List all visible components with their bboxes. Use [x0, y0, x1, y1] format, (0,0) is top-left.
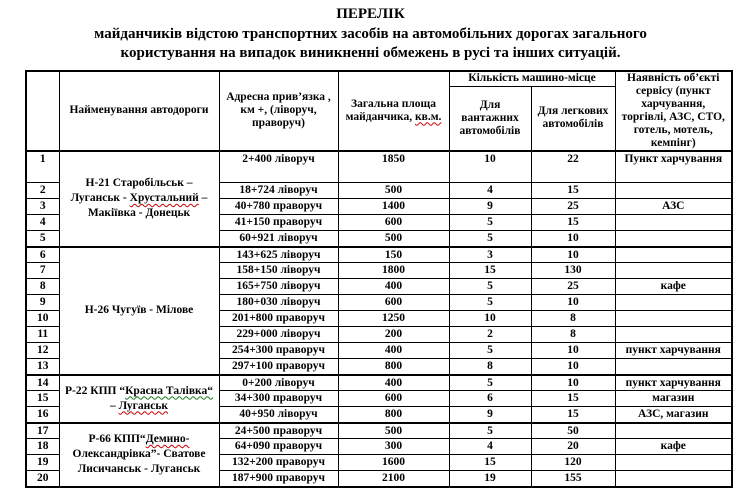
road-text: –: [109, 399, 119, 412]
road-name-cell-h21: [59, 151, 219, 247]
address-cell: 297+100 праворуч: [219, 359, 338, 375]
address-cell: 0+200 ліворуч: [219, 375, 338, 391]
service-cell: [615, 295, 732, 311]
column-header-area: [338, 71, 449, 151]
trucks-cell: 5: [449, 295, 531, 311]
area-cell: 400: [338, 279, 449, 295]
cars-cell: 10: [531, 375, 615, 391]
trucks-cell: 9: [449, 407, 531, 423]
trucks-cell: 3: [449, 247, 531, 263]
area-header-units: кв.м.: [414, 110, 442, 123]
trucks-cell: 19: [449, 471, 531, 487]
address-cell: 64+090 праворуч: [219, 439, 338, 455]
cars-cell: 10: [531, 359, 615, 375]
service-cell: АЗС: [615, 199, 732, 215]
column-header-number: [26, 71, 59, 151]
row-number: 6: [26, 247, 59, 263]
column-header-road: Найменування автодороги: [59, 71, 219, 151]
address-cell: 229+000 ліворуч: [219, 327, 338, 343]
table-row: [26, 151, 732, 183]
address-cell: 40+950 ліворуч: [219, 407, 338, 423]
address-cell: 132+200 праворуч: [219, 455, 338, 471]
row-number: 9: [26, 295, 59, 311]
table-row: [26, 423, 732, 439]
cars-cell: 25: [531, 199, 615, 215]
area-header-text: Загальна площа майданчика,: [345, 97, 436, 123]
road-text: – Макіївка - Донецьк: [87, 192, 208, 219]
service-cell: кафе: [615, 279, 732, 295]
row-number: 18: [26, 439, 59, 455]
area-cell: 1600: [338, 455, 449, 471]
road-text: Олександрівка”- Сватове Лисичанськ - Луганськ: [72, 448, 206, 475]
row-number: 7: [26, 263, 59, 279]
cars-cell: 15: [531, 183, 615, 199]
road-text: Р-66 КПП“: [88, 433, 146, 445]
cars-cell: 10: [531, 247, 615, 263]
area-cell: 600: [338, 295, 449, 311]
trucks-cell: 10: [449, 311, 531, 327]
trucks-cell: 6: [449, 391, 531, 407]
area-cell: 400: [338, 343, 449, 359]
row-number: 3: [26, 199, 59, 215]
area-cell: 400: [338, 375, 449, 391]
area-cell: 1850: [338, 151, 449, 183]
row-number: 15: [26, 391, 59, 407]
address-cell: 158+150 ліворуч: [219, 263, 338, 279]
road-name-cell-r66: [59, 423, 219, 487]
column-header-address: Адресна прив’язка , км +, (ліворуч, праворуч): [219, 71, 338, 151]
cars-cell: 155: [531, 471, 615, 487]
area-cell: 150: [338, 247, 449, 263]
service-cell: [615, 215, 732, 231]
address-cell: 2+400 ліворуч: [219, 151, 338, 183]
row-number: 1: [26, 151, 59, 183]
document-title: [0, 0, 741, 64]
cars-cell: 15: [531, 391, 615, 407]
cars-cell: 25: [531, 279, 615, 295]
cars-cell: 120: [531, 455, 615, 471]
trucks-cell: 5: [449, 215, 531, 231]
table-body: [26, 151, 732, 487]
trucks-cell: 4: [449, 183, 531, 199]
row-number: 12: [26, 343, 59, 359]
table-row: [26, 247, 732, 263]
address-cell: 34+300 праворуч: [219, 391, 338, 407]
row-number: 5: [26, 231, 59, 247]
trucks-cell: 15: [449, 455, 531, 471]
service-cell: [615, 263, 732, 279]
title-line-1: ПЕРЕЛІК: [336, 6, 405, 22]
area-cell: 500: [338, 183, 449, 199]
address-cell: 201+800 праворуч: [219, 311, 338, 327]
cars-cell: 10: [531, 295, 615, 311]
cars-cell: 130: [531, 263, 615, 279]
trucks-cell: 5: [449, 423, 531, 439]
service-cell: [615, 231, 732, 247]
trucks-cell: 5: [449, 279, 531, 295]
row-number: 11: [26, 327, 59, 343]
service-cell: Пункт харчування: [615, 151, 732, 183]
title-line-2: майданчиків відстою транспортних засобів на автомобільних дорогах загального: [94, 25, 647, 42]
row-number: 8: [26, 279, 59, 295]
road-name-cell-h26: [59, 247, 219, 375]
table-row: [26, 375, 732, 391]
cars-cell: 15: [531, 407, 615, 423]
trucks-cell: 5: [449, 375, 531, 391]
area-cell: 200: [338, 327, 449, 343]
area-cell: 800: [338, 407, 449, 423]
service-cell: [615, 247, 732, 263]
column-header-trucks: Для вантажних автомобілів: [449, 87, 531, 151]
cars-cell: 20: [531, 439, 615, 455]
service-cell: магазин: [615, 391, 732, 407]
table-header: [26, 71, 732, 151]
area-cell: 300: [338, 439, 449, 455]
service-cell: кафе: [615, 439, 732, 455]
area-cell: 1400: [338, 199, 449, 215]
service-cell: [615, 455, 732, 471]
cars-cell: 8: [531, 327, 615, 343]
trucks-cell: 8: [449, 359, 531, 375]
row-number: 16: [26, 407, 59, 423]
road-text: Н-26 Чугуїв - Мілове: [84, 304, 194, 316]
address-cell: 180+030 ліворуч: [219, 295, 338, 311]
road-text: Н-21 Старобільськ – Луганськ -: [70, 177, 193, 204]
row-number: 14: [26, 375, 59, 391]
service-cell: пункт харчування: [615, 343, 732, 359]
trucks-cell: 5: [449, 343, 531, 359]
address-cell: 165+750 ліворуч: [219, 279, 338, 295]
cars-cell: 22: [531, 151, 615, 183]
area-cell: 1800: [338, 263, 449, 279]
service-cell: [615, 311, 732, 327]
road-text-misspelled: Красна Талівка“: [125, 384, 213, 397]
road-text-misspelled: Демино-: [145, 433, 190, 445]
trucks-cell: 9: [449, 199, 531, 215]
row-number: 4: [26, 215, 59, 231]
service-cell: [615, 359, 732, 375]
area-cell: 600: [338, 391, 449, 407]
address-cell: 40+780 праворуч: [219, 199, 338, 215]
service-cell: АЗС, магазин: [615, 407, 732, 423]
cars-cell: 8: [531, 311, 615, 327]
service-cell: [615, 183, 732, 199]
road-name-cell-r22: [59, 375, 219, 423]
parking-areas-table: [25, 70, 733, 488]
column-header-cars: Для легкових автомобілів: [531, 87, 615, 151]
trucks-cell: 15: [449, 263, 531, 279]
service-cell: [615, 327, 732, 343]
row-number: 2: [26, 183, 59, 199]
road-text-misspelled: Хрустальний: [129, 192, 199, 204]
service-cell: [615, 423, 732, 439]
header-row-top: [26, 71, 732, 87]
road-text-misspelled: Луганськ: [118, 399, 169, 412]
row-number: 19: [26, 455, 59, 471]
row-number: 10: [26, 311, 59, 327]
area-cell: 1250: [338, 311, 449, 327]
column-header-service: Наявність об’єкті сервісу (пункт харчування, торгівлі, АЗС, СТО, готель, мотель, кемпінг): [615, 71, 732, 151]
address-cell: 24+500 праворуч: [219, 423, 338, 439]
address-cell: 254+300 праворуч: [219, 343, 338, 359]
row-number: 20: [26, 471, 59, 487]
trucks-cell: 4: [449, 439, 531, 455]
row-number: 13: [26, 359, 59, 375]
address-cell: 18+724 ліворуч: [219, 183, 338, 199]
cars-cell: 15: [531, 215, 615, 231]
road-text: Р-22 КПП “: [65, 384, 126, 397]
address-cell: 187+900 праворуч: [219, 471, 338, 487]
area-cell: 800: [338, 359, 449, 375]
address-cell: 41+150 праворуч: [219, 215, 338, 231]
service-cell: пункт харчування: [615, 375, 732, 391]
address-cell: 60+921 ліворуч: [219, 231, 338, 247]
trucks-cell: 5: [449, 231, 531, 247]
area-cell: 500: [338, 231, 449, 247]
cars-cell: 50: [531, 423, 615, 439]
cars-cell: 10: [531, 343, 615, 359]
trucks-cell: 2: [449, 327, 531, 343]
address-cell: 143+625 ліворуч: [219, 247, 338, 263]
area-cell: 2100: [338, 471, 449, 487]
column-header-capacity-group: Кількість машино-місце: [449, 71, 615, 87]
service-cell: [615, 471, 732, 487]
row-number: 17: [26, 423, 59, 439]
cars-cell: 10: [531, 231, 615, 247]
title-line-3: користування на випадок виникненні обмежень в русі та інших ситуацій.: [120, 45, 621, 61]
trucks-cell: 10: [449, 151, 531, 183]
area-cell: 600: [338, 215, 449, 231]
area-cell: 500: [338, 423, 449, 439]
